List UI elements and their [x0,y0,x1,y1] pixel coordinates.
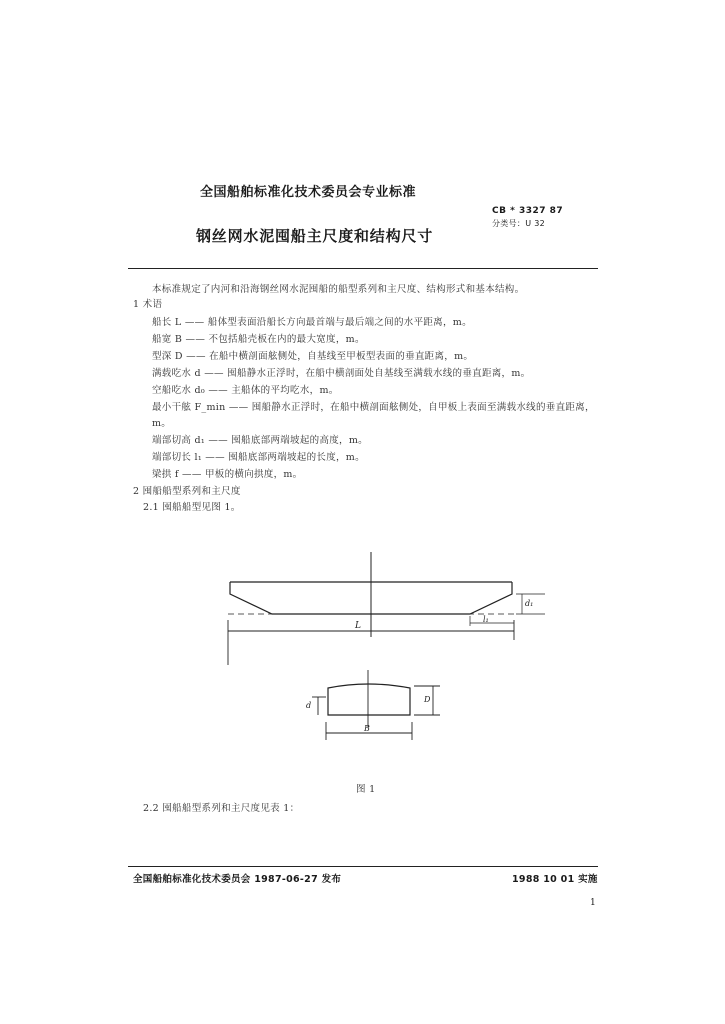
term-min-freeboard-unit: m。 [152,418,172,429]
classification-number: 分类号：U 32 [492,219,545,228]
clause-2-1: 2.1 囤船船型见图 1。 [143,502,241,513]
term-moulded-depth: 型深 D —— 在船中横剖面舷侧处，自基线至甲板型表面的垂直距离，m。 [152,351,474,362]
document-title: 钢丝网水泥囤船主尺度和结构尺寸 [196,227,434,245]
term-end-cut-height: 端部切高 d₁ —— 囤船底部两端坡起的高度，m。 [152,435,368,446]
label-L: L [355,621,361,631]
committee-title: 全国船舶标准化技术委员会专业标准 [200,185,417,200]
section-1-heading: 1 术语 [133,299,163,310]
label-d1: d₁ [525,599,534,608]
issuer-line: 全国船舶标准化技术委员会 1987-06-27 发布 [133,874,342,885]
label-d: d [306,701,312,710]
term-light-draught: 空船吃水 d₀ —— 主船体的平均吃水，m。 [152,385,339,396]
footer-rule [128,866,598,867]
intro-paragraph: 本标准规定了内河和沿海钢丝网水泥囤船的船型系列和主尺度、结构形式和基本结构。 [152,284,525,295]
side-profile [228,552,545,665]
label-B: B [364,724,370,733]
cross-section [312,670,440,740]
figure-caption: 图 1 [356,784,376,795]
label-l1: l₁ [483,615,489,624]
term-ship-breadth: 船宽 B —— 不包括船壳板在内的最大宽度，m。 [152,334,365,345]
section-2-heading: 2 囤船船型系列和主尺度 [133,486,241,497]
clause-2-2: 2.2 囤船船型系列和主尺度见表 1： [143,803,300,814]
label-D: D [424,695,431,704]
section-outline [328,684,410,715]
effective-date: 1988 10 01 实施 [512,874,598,885]
term-full-load-draught: 满载吃水 d —— 囤船静水正浮时，在船中横剖面处自基线至满载水线的垂直距离，m。 [152,368,531,379]
term-camber: 梁拱 f —— 甲板的横向拱度，m。 [152,469,303,480]
term-ship-length: 船长 L —— 船体型表面沿船长方向最首端与最后端之间的水平距离，m。 [152,317,472,328]
standard-number: CB * 3327 87 [492,206,564,216]
term-end-cut-length: 端部切长 l₁ —— 囤船底部两端坡起的长度，m。 [152,452,365,463]
page-number: 1 [590,898,596,908]
term-min-freeboard: 最小干舷 F_min —— 囤船静水正浮时，在船中横剖面舷侧处，自甲板上表面至满载水线的垂直距离， [152,402,595,413]
